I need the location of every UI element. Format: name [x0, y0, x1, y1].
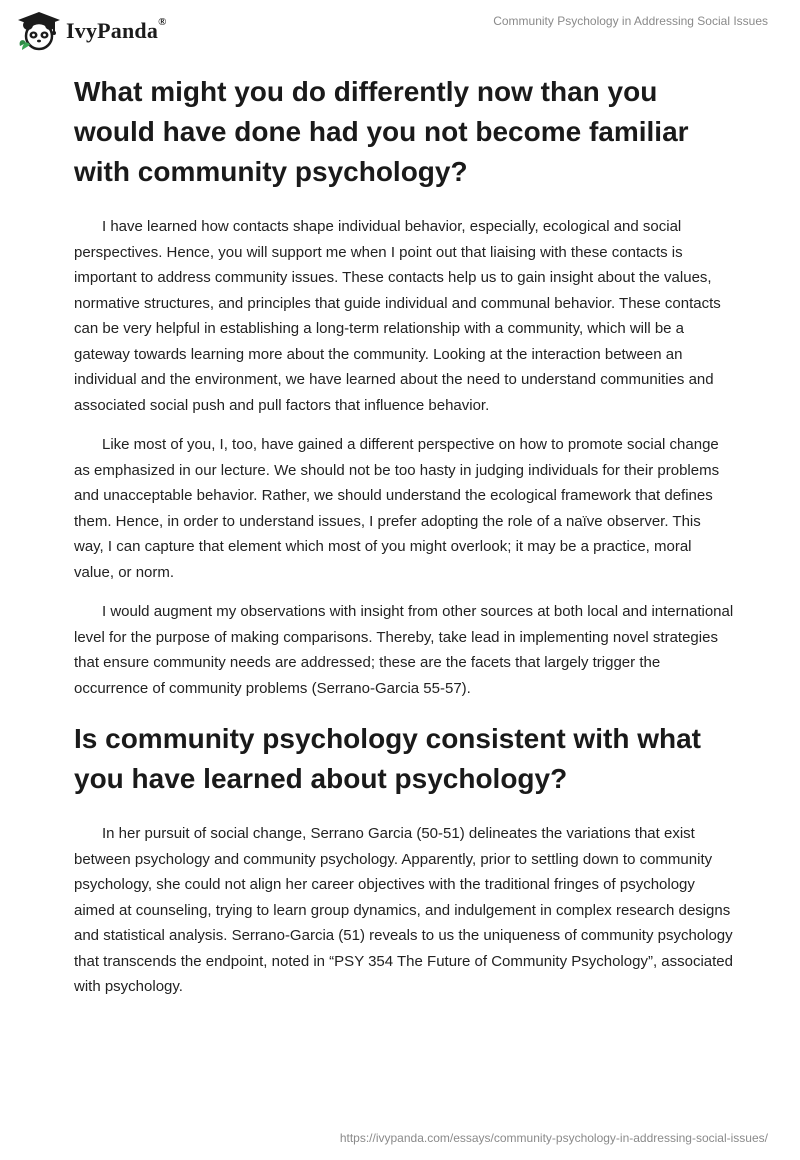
paragraph: I would augment my observations with insight from other sources at both local and international level for the purpose of making comparisons. Thereby, take lead in implementing novel strategies that ensure community needs are addressed; these are the facets that largely trigger the occurrence of community problems (Serrano-Garcia 55-57).	[74, 603, 734, 697]
paragraph: In her pursuit of social change, Serrano Garcia (50-51) delineates the variations that exist between psychology and community psychology. Apparently, prior to settling down to community psychology, she could not align her career objectives with the traditional fringes of psychology aimed at counseling, trying to learn group dynamics, and indulgement in complex research designs and statistical analysis. Serrano-Garcia (51) reveals to us the uniqueness of community psychology that transcends the endpoint, noted in “PSY 354 The Future of Community Psychology”, associated with psychology.	[74, 825, 733, 995]
panda-icon	[16, 10, 62, 52]
brand-name: IvyPanda®	[66, 16, 167, 43]
paragraph: I have learned how contacts shape individual behavior, especially, ecological and social perspectives. Hence, you will support me when I point out that liaising with these contacts is important to address community issues. These contacts help us to gain insight about the values, normative structures, and principles that guide individual and communal behavior. These contacts can be very helpful in establishing a long-term relationship with a community, which will be a gateway towards learning more about the community. Looking at the interaction between an individual and the environment, we have learned about the need to understand communities and associated social push and pull factors that influence behavior.	[74, 218, 721, 414]
page-header	[0, 0, 800, 62]
document-title: Community Psychology in Addressing Social Issues	[493, 14, 768, 28]
essay-content	[74, 72, 734, 1014]
ivypanda-logo[interactable]	[16, 10, 167, 52]
section-heading: Is community psychology consistent with what you have learned about psychology?	[74, 723, 701, 794]
section-heading: What might you do differently now than you would have done had you not become familiar with community psychology?	[74, 76, 689, 187]
source-url[interactable]: https://ivypanda.com/essays/community-psychology-in-addressing-social-issues/	[339, 1131, 768, 1145]
paragraph: Like most of you, I, too, have gained a different perspective on how to promote social change as emphasized in our lecture. We should not be too hasty in judging individuals for their problems and unacceptable behavior. Rather, we should understand the ecological framework that defines them. Hence, in order to understand issues, I prefer adopting the role of a naïve observer. This way, I can capture that element which most of you might overlook; it may be a practice, moral value, or norm.	[74, 436, 720, 581]
